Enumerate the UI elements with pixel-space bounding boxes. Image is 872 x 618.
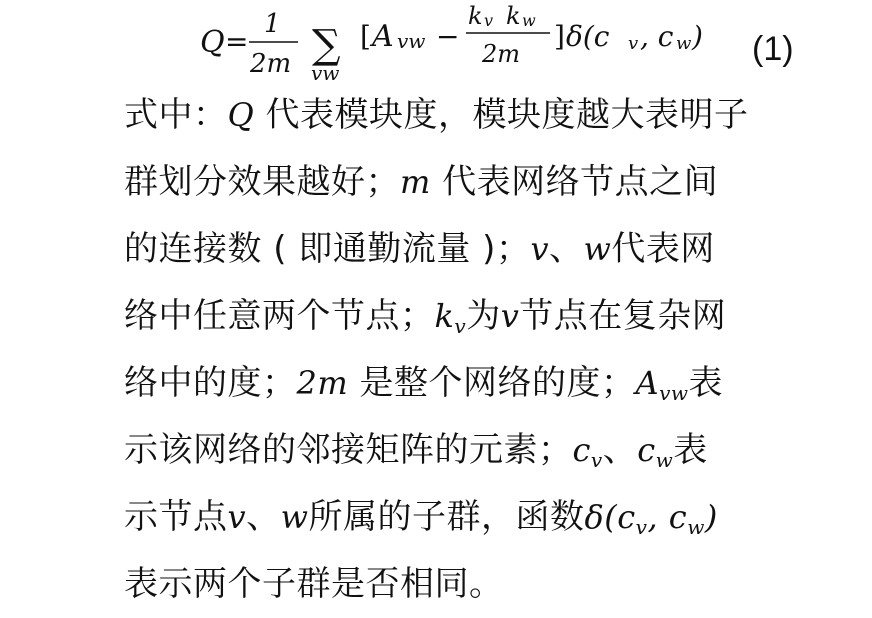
math-subscript: w — [655, 448, 674, 472]
text-run: 代表模块度，模块度越大表明子 — [254, 95, 749, 135]
text-line — [124, 417, 804, 484]
text-run: 为 — [466, 296, 501, 336]
modularity-equation — [0, 0, 872, 86]
eq-minus: − — [436, 20, 460, 53]
math-symbol: k — [434, 297, 455, 335]
text-run: 的连接数 ( 即通勤流量 )； — [124, 229, 531, 269]
math-symbol: c — [572, 431, 591, 469]
text-run: 、 — [246, 497, 281, 537]
text-run: 、 — [602, 430, 638, 470]
equation-number: (1) — [752, 30, 794, 68]
math-symbol: 2m — [296, 364, 349, 402]
math-symbol: w — [583, 230, 612, 268]
text-line — [124, 551, 804, 618]
text-run: 代表网 — [611, 229, 715, 269]
eq-cw-sub: w — [676, 33, 692, 54]
eq-rbracket: ] — [554, 20, 565, 53]
math-symbol: m — [400, 163, 431, 201]
eq-frac2-denominator: 2m — [482, 40, 521, 68]
paragraph-text — [124, 82, 804, 618]
eq-kv-sub: v — [484, 11, 494, 30]
text-run: 示该网络的邻接矩阵的元素； — [124, 430, 573, 470]
text-run: 是整个网络的度； — [348, 363, 636, 403]
text-run: 表示两个子群是否相同。 — [124, 564, 504, 604]
text-run: 式中： — [124, 95, 228, 135]
text-line — [124, 283, 804, 350]
math-symbol: v — [227, 498, 247, 536]
text-line — [124, 82, 804, 149]
text-run: 络中的度； — [124, 363, 297, 403]
eq-close-paren: ) — [692, 20, 703, 53]
text-run: 、 — [549, 229, 584, 269]
eq-kw-sub: w — [522, 11, 536, 30]
text-run: 表 — [673, 430, 708, 470]
text-line — [124, 484, 804, 551]
text-line — [124, 350, 804, 417]
text-line — [124, 149, 804, 216]
eq-sigma: ∑ — [312, 22, 341, 68]
math-symbol: A — [635, 364, 660, 402]
text-run: 节点在复杂网 — [519, 296, 727, 336]
eq-comma-c: , c — [640, 20, 674, 53]
math-symbol: v — [500, 297, 520, 335]
text-run: 表 — [688, 363, 724, 403]
math-subscript: v — [454, 314, 467, 338]
text-run: 群划分效果越好； — [124, 162, 400, 202]
math-symbol: δ(c — [584, 498, 636, 536]
math-symbol: w — [280, 498, 309, 536]
math-symbol: ) — [704, 498, 718, 536]
eq-delta: δ(c — [566, 20, 610, 53]
text-run: 代表网络节点之间 — [430, 162, 719, 202]
math-symbol: , c — [647, 498, 688, 536]
eq-A-sub: vw — [397, 29, 426, 53]
text-run: 示节点 — [124, 497, 228, 537]
eq-lhs: Q — [200, 25, 225, 60]
eq-frac-numerator: 1 — [264, 9, 281, 39]
math-subscript: w — [687, 515, 705, 539]
eq-kw: k — [506, 2, 521, 30]
text-run: 络中任意两个节点； — [124, 296, 435, 336]
math-subscript: v — [635, 515, 648, 539]
eq-A: A — [372, 19, 394, 54]
eq-cv-sub: v — [628, 33, 639, 54]
eq-sum-index: vw — [311, 61, 340, 85]
text-line — [124, 216, 804, 283]
math-symbol: Q — [227, 96, 255, 134]
eq-kv: k — [468, 2, 483, 30]
eq-frac-denominator: 2m — [250, 49, 292, 79]
math-symbol: v — [530, 230, 550, 268]
math-symbol: c — [637, 431, 656, 469]
eq-equals: = — [225, 25, 249, 58]
text-run: 所属的子群，函数 — [308, 497, 585, 537]
math-subscript: v — [590, 448, 603, 472]
eq-lbracket: [ — [360, 20, 371, 53]
math-subscript: vw — [659, 381, 689, 405]
